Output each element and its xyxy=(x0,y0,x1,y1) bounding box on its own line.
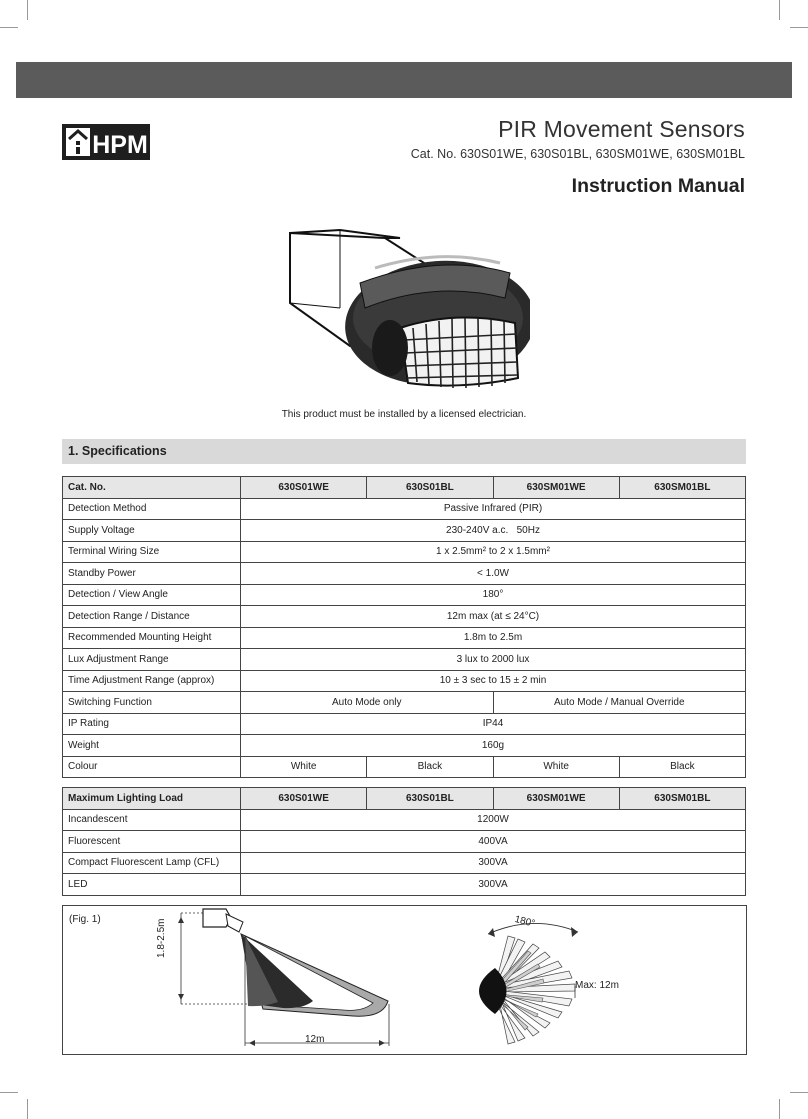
row-label: Compact Fluorescent Lamp (CFL) xyxy=(63,852,241,874)
row-value: 300VA xyxy=(241,874,746,896)
table-row xyxy=(63,713,746,735)
row-label: IP Rating xyxy=(63,713,241,735)
table-row xyxy=(63,670,746,692)
crop-mark xyxy=(0,1092,18,1093)
section-title: 1. Specifications xyxy=(68,444,167,458)
table-row xyxy=(63,606,746,628)
row-value: 12m max (at ≤ 24°C) xyxy=(241,606,746,628)
row-value: White xyxy=(241,756,367,778)
row-label: Fluorescent xyxy=(63,831,241,853)
table-row xyxy=(63,541,746,563)
side-view-diagram xyxy=(178,909,389,1046)
row-label: Standby Power xyxy=(63,563,241,585)
installation-notice: This product must be installed by a licensed electrician. xyxy=(281,409,527,420)
lighting-load-table xyxy=(62,787,746,896)
table-row xyxy=(63,563,746,585)
row-value: Black xyxy=(367,756,493,778)
row-value: 10 ± 3 sec to 15 ± 2 min xyxy=(241,670,746,692)
row-value: Auto Mode / Manual Override xyxy=(493,692,746,714)
table-row xyxy=(63,649,746,671)
row-value: < 1.0W xyxy=(241,563,746,585)
crop-mark xyxy=(790,27,808,28)
section-header xyxy=(62,439,746,464)
hpm-logo xyxy=(62,124,150,160)
table-row xyxy=(63,831,746,853)
row-value: 160g xyxy=(241,735,746,757)
row-label: Lux Adjustment Range xyxy=(63,649,241,671)
table-header-cell: 630S01WE xyxy=(241,788,367,810)
row-value: Black xyxy=(619,756,745,778)
row-value: White xyxy=(493,756,619,778)
table-header-row xyxy=(63,477,746,499)
table-row xyxy=(63,735,746,757)
row-value: 300VA xyxy=(241,852,746,874)
row-label: Supply Voltage xyxy=(63,520,241,542)
logo-text: HPM xyxy=(92,131,148,159)
table-row xyxy=(63,692,746,714)
row-label: Colour xyxy=(63,756,241,778)
top-view-diagram xyxy=(479,923,578,1044)
table-row xyxy=(63,809,746,831)
mounting-height-label: 1.8-2.5m xyxy=(156,918,167,958)
table-row xyxy=(63,584,746,606)
table-header-cell: Cat. No. xyxy=(63,477,241,499)
row-value: 180° xyxy=(241,584,746,606)
table-header-cell: 630SM01BL xyxy=(619,788,745,810)
row-label: Switching Function xyxy=(63,692,241,714)
table-header-cell: 630S01WE xyxy=(241,477,367,499)
row-value: Auto Mode only xyxy=(241,692,494,714)
table-row xyxy=(63,852,746,874)
max-range-label: Max: 12m xyxy=(575,980,619,991)
crop-mark xyxy=(27,0,28,20)
table-row xyxy=(63,498,746,520)
pir-sensor-illustration xyxy=(280,218,530,398)
crop-mark xyxy=(0,27,18,28)
table-header-row xyxy=(63,788,746,810)
table-header-cell: 630SM01BL xyxy=(619,477,745,499)
header-band xyxy=(16,62,792,98)
row-value: 400VA xyxy=(241,831,746,853)
table-header-cell: Maximum Lighting Load xyxy=(63,788,241,810)
row-label: Detection Method xyxy=(63,498,241,520)
row-value: IP44 xyxy=(241,713,746,735)
crop-mark xyxy=(27,1099,28,1119)
specifications-table xyxy=(62,476,746,778)
row-label: Detection / View Angle xyxy=(63,584,241,606)
row-label: Incandescent xyxy=(63,809,241,831)
row-value: 1 x 2.5mm² to 2 x 1.5mm² xyxy=(241,541,746,563)
table-header-cell: 630SM01WE xyxy=(493,788,619,810)
table-header-cell: 630S01BL xyxy=(367,788,493,810)
figure-1 xyxy=(62,905,747,1055)
row-label: Terminal Wiring Size xyxy=(63,541,241,563)
row-value: 1.8m to 2.5m xyxy=(241,627,746,649)
row-label: Recommended Mounting Height xyxy=(63,627,241,649)
row-label: LED xyxy=(63,874,241,896)
catalogue-numbers: Cat. No. 630S01WE, 630S01BL, 630SM01WE, 630SM01BL xyxy=(410,147,745,161)
row-value: 230-240V a.c. 50Hz xyxy=(241,520,746,542)
table-header-cell: 630SM01WE xyxy=(493,477,619,499)
page-title: PIR Movement Sensors xyxy=(498,116,745,142)
row-value: 3 lux to 2000 lux xyxy=(241,649,746,671)
angle-label: 180° xyxy=(513,914,537,930)
row-label: Detection Range / Distance xyxy=(63,606,241,628)
row-value: Passive Infrared (PIR) xyxy=(241,498,746,520)
document-type: Instruction Manual xyxy=(571,175,745,197)
crop-mark xyxy=(790,1092,808,1093)
row-label: Weight xyxy=(63,735,241,757)
table-header-cell: 630S01BL xyxy=(367,477,493,499)
table-row xyxy=(63,874,746,896)
table-row xyxy=(63,520,746,542)
table-row xyxy=(63,627,746,649)
crop-mark xyxy=(779,0,780,20)
row-value: 1200W xyxy=(241,809,746,831)
distance-label: 12m xyxy=(305,1034,325,1045)
figure-label: (Fig. 1) xyxy=(69,914,101,925)
crop-mark xyxy=(779,1099,780,1119)
table-row xyxy=(63,756,746,778)
row-label: Time Adjustment Range (approx) xyxy=(63,670,241,692)
